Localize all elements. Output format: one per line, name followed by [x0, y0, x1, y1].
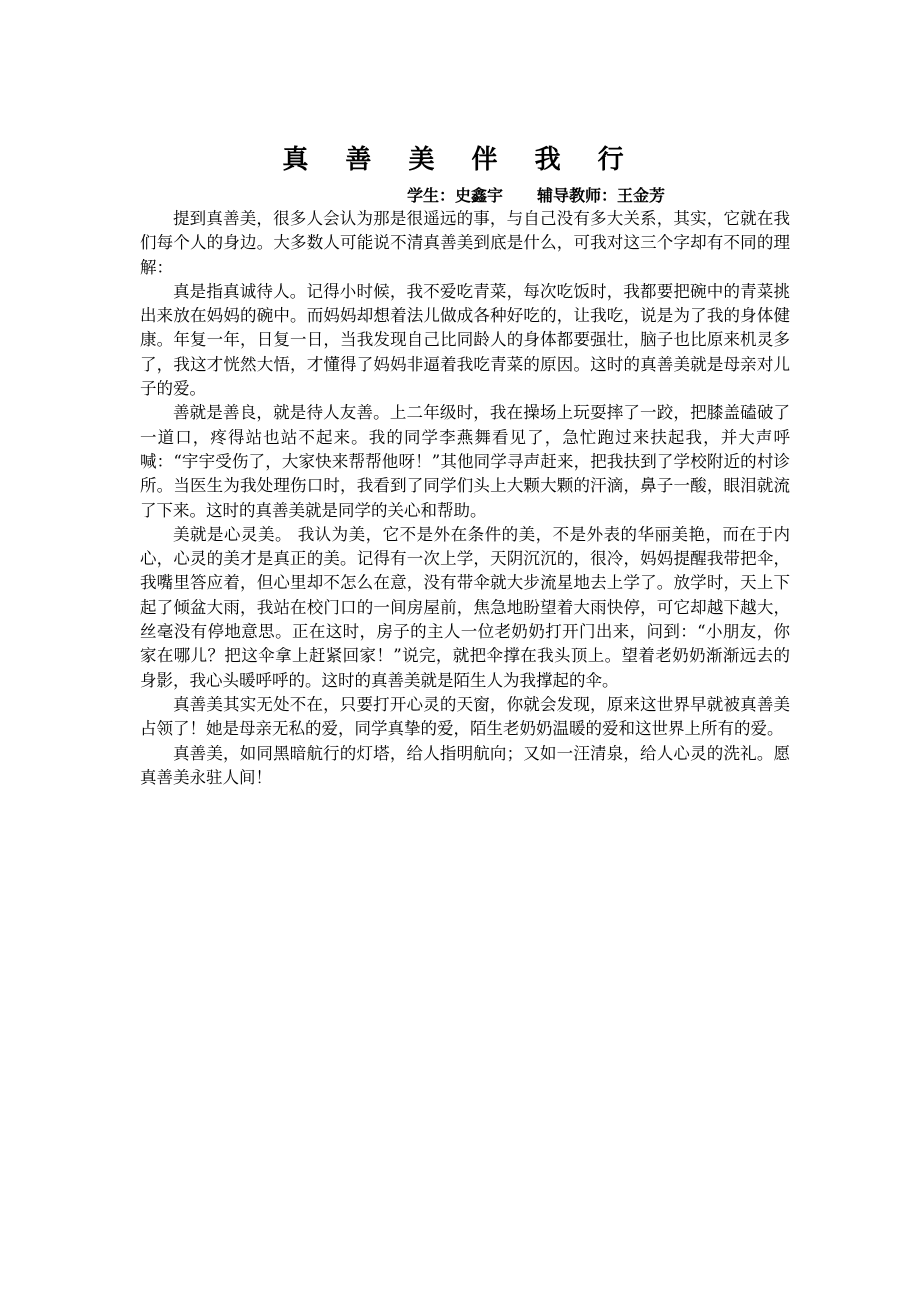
- essay-body: [140, 207, 790, 790]
- teacher-name: 辅导教师：王金芳: [537, 186, 666, 205]
- paragraph: 提到真善美，很多人会认为那是很遥远的事，与自己没有多大关系，其实，它就在我们每个人的身边。大多数人可能说不清真善美到底是什么，可我对这三个字却有不同的理解：: [140, 209, 790, 277]
- paragraph: 善就是善良，就是待人友善。上二年级时，我在操场上玩耍摔了一跤，把膝盖磕破了一道口，疼得站也站不起来。我的同学李燕舞看见了，急忙跑过来扶起我，并大声呼喊：“宇宇受伤了，大家快来帮帮他呀！”其他同学寻声赶来，把我扶到了学校附近的村诊所。当医生为我处理伤口时，我看到了同学们头上大颗大颗的汗滴，鼻子一酸，眼泪就流了下来。这时的真善美就是同学的关心和帮助。: [140, 403, 790, 520]
- student-name: 学生：史鑫宇: [407, 186, 504, 205]
- essay-title: 真 善 美 伴 我 行: [282, 145, 638, 175]
- paragraph: 真善美，如同黑暗航行的灯塔，给人指明航向；又如一汪清泉，给人心灵的洗礼。愿真善美永驻人间！: [140, 743, 790, 787]
- paragraph: 美就是心灵美。 我认为美，它不是外在条件的美，不是外表的华丽美艳，而在于内心，心灵的美才是真正的美。记得有一次上学，天阴沉沉的，很冷，妈妈提醒我带把伞，我嘴里答应着，但心里却不怎么在意，没有带伞就大步流星地去上学了。放学时，天上下起了倾盆大雨，我站在校门口的一间房屋前，焦急地盼望着大雨快停，可它却越下越大，丝毫没有停地意思。正在这时，房子的主人一位老奶奶打开门出来，问到：“小朋友，你家在哪儿？把这伞拿上赶紧回家！”说完，就把伞撑在我头顶上。望着老奶奶渐渐远去的身影，我心头暖呼呼的。这时的真善美就是陌生人为我撑起的伞。: [140, 524, 790, 690]
- paragraph: 真善美其实无处不在，只要打开心灵的天窗，你就会发现，原来这世界早就被真善美占领了！她是母亲无私的爱，同学真挚的爱，陌生老奶奶温暖的爱和这世界上所有的爱。: [140, 694, 790, 739]
- byline: [407, 184, 665, 208]
- paragraph: 真是指真诚待人。记得小时候，我不爱吃青菜，每次吃饭时，我都要把碗中的青菜挑出来放在妈妈的碗中。而妈妈却想着法儿做成各种好吃的，让我吃，说是为了我的身体健康。年复一年，日复一日，当我发现自己比同龄人的身体都要强壮，脑子也比原来机灵多了，我这才恍然大悟，才懂得了妈妈非逼着我吃青菜的原因。这时的真善美就是母亲对儿子的爱。: [140, 281, 790, 399]
